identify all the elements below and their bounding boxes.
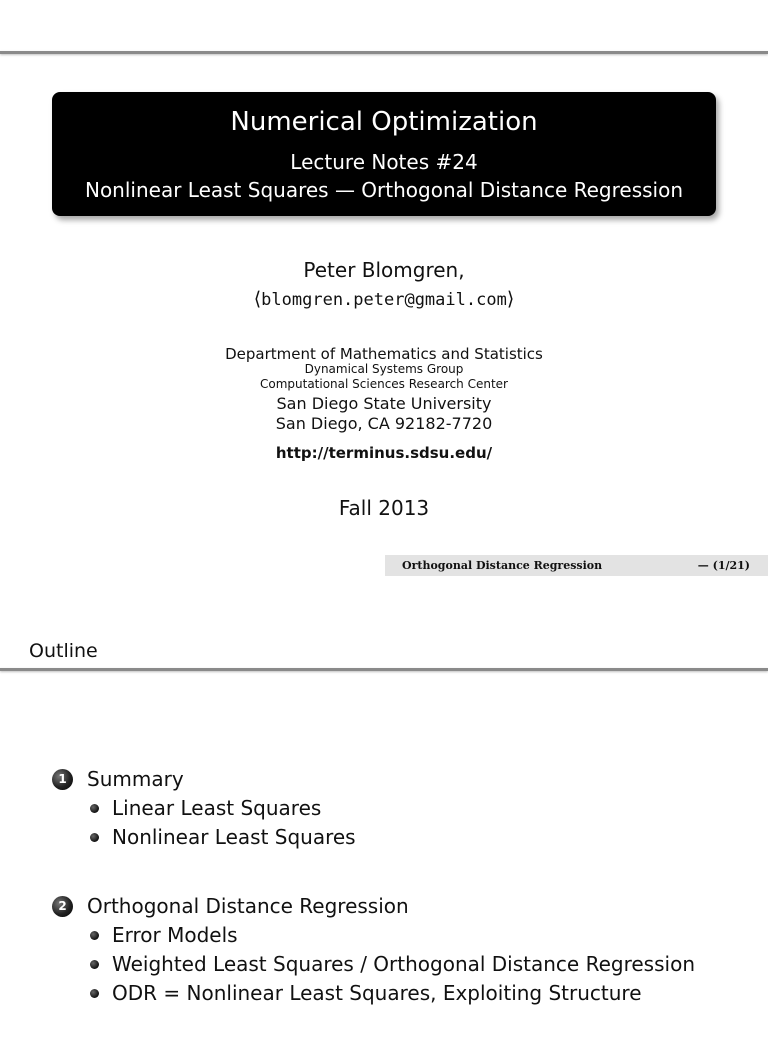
subsection-item[interactable] [90,794,742,823]
university: San Diego State University [276,394,492,413]
bullet-icon [90,804,99,813]
bullet-icon [90,931,99,940]
author-name: Peter Blomgren, [303,258,465,282]
department: Department of Mathematics and Statistics [225,345,543,363]
subsection-label: Nonlinear Least Squares [112,825,356,849]
outline-heading: Outline [29,640,98,662]
email-close-bracket: ⟩ [506,288,515,310]
lecture-topic: Nonlinear Least Squares — Orthogonal Distance Regression [84,178,684,202]
section-label: Summary [87,767,184,791]
city-address: San Diego, CA 92182-7720 [275,414,493,433]
bullet-icon [90,989,99,998]
subsection-label: Weighted Least Squares / Orthogonal Distance Regression [112,952,695,976]
subsection-label: ODR = Nonlinear Least Squares, Exploiting Structure [112,981,642,1005]
outline-section [52,764,742,852]
email-open-bracket: ⟨ [253,288,262,310]
outline-list [52,764,742,1047]
subsection-label: Linear Least Squares [112,796,322,820]
section-header[interactable] [52,764,742,794]
section-number-icon: 1 [52,769,73,790]
slide-footer [385,555,768,576]
email-address: blomgren.peter@gmail.com [261,290,507,310]
term: Fall 2013 [338,496,430,520]
subsection-item[interactable] [90,979,742,1008]
footer-title: Orthogonal Distance Regression [402,559,603,572]
outline-section [52,891,742,1008]
bullet-icon [90,960,99,969]
research-group: Dynamical Systems Group [304,362,464,376]
subsection-item[interactable] [90,823,742,852]
top-divider [0,51,768,54]
subsection-item[interactable] [90,950,742,979]
author-email [0,285,768,314]
title-block [52,92,716,216]
website-link[interactable]: http://terminus.sdsu.edu/ [275,444,493,462]
section-label: Orthogonal Distance Regression [87,894,409,918]
section-header[interactable] [52,891,742,921]
research-center: Computational Sciences Research Center [259,377,508,391]
section-number-icon: 2 [52,896,73,917]
subsection-item[interactable] [90,921,742,950]
subsection-label: Error Models [112,923,238,947]
bullet-icon [90,833,99,842]
outline-divider [0,668,768,671]
lecture-number: Lecture Notes #24 [290,150,478,174]
footer-page-number: — (1/21) [697,559,750,572]
slide-title: Numerical Optimization [230,107,538,137]
